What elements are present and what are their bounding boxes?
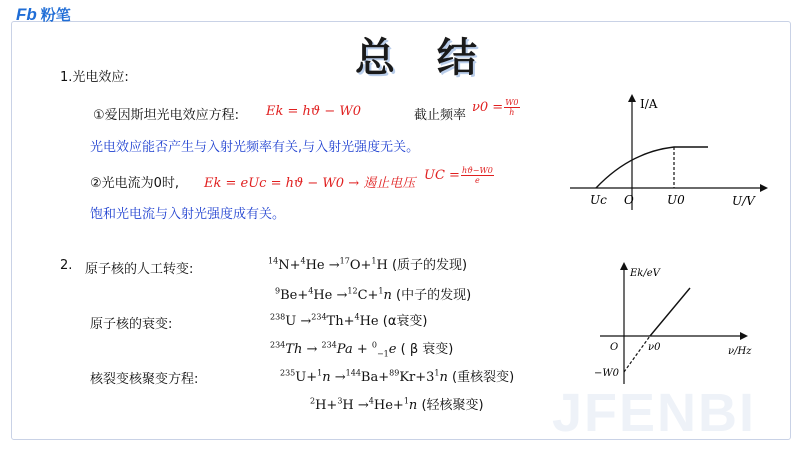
iv-graph — [570, 92, 770, 212]
ek-v0-label: ν0 — [648, 342, 661, 353]
nuclear-decay-label: 原子核的衰变: — [90, 317, 173, 332]
slide-title: 总 结 — [355, 35, 491, 81]
iv-y-arrow-icon — [628, 94, 636, 102]
reaction-beta-decay: $^{234}$Th → $^{234}$Pa + $^0_{-1}$e ( β 衰变) — [270, 340, 454, 359]
reaction1-note: (质子的发现) — [391, 258, 468, 273]
iv-u0-label: U0 — [667, 193, 685, 207]
fission-fusion-label: 核裂变核聚变方程: — [90, 372, 199, 387]
iv-uc-label: Uc — [590, 193, 607, 207]
note-frequency: 光电效应能否产生与入射光频率有关,与入射光强度无关。 — [90, 140, 420, 155]
section2-heading: 2. — [60, 258, 73, 273]
iv-y-label: I/A — [640, 97, 658, 111]
iv-x-label: U/V — [732, 194, 755, 208]
logo-text: 粉笔 — [40, 6, 71, 24]
ek-frequency-graph — [590, 258, 790, 388]
iv-origin-label: O — [624, 193, 634, 207]
reaction-fission: $^{235}U+^1n \to^{144}Ba+^{89}Kr+3^1n$ (重核裂变) — [280, 368, 515, 385]
ek-dashed-line — [624, 336, 650, 372]
cutoff-eq-denominator: h — [509, 108, 515, 117]
stopping-voltage-formula — [424, 166, 495, 185]
cutoff-eq-numerator: W0 — [505, 98, 519, 107]
reaction4-note: ( β 衰变) — [400, 342, 454, 357]
reaction5-note: (重核裂变) — [452, 370, 515, 385]
stop-eq-lhs: UC = — [424, 168, 460, 183]
einstein-equation-label: ①爱因斯坦光电效应方程: — [93, 108, 240, 123]
reaction-proton-discovery: $^{14}$N+$^4$He →$^{17}$O+$^1$H (质子的发现) — [268, 256, 468, 273]
reaction2-note: (中子的发现) — [396, 288, 472, 303]
logo-mark: Fb — [16, 4, 37, 24]
artificial-transmutation-label: 原子核的人工转变: — [85, 262, 194, 277]
cutoff-frequency-label: 截止频率 — [414, 108, 467, 123]
reaction-alpha-decay: $^{238}$U →$^{234}$Th+$^4$He (α衰变) — [270, 312, 428, 329]
section1-heading: 1.光电效应: — [60, 70, 129, 85]
ek-w0-label: −W0 — [594, 368, 620, 379]
ek-x-label: ν/Hz — [728, 346, 752, 357]
ek-y-label: Ek/eV — [630, 268, 660, 279]
einstein-equation: Ek = hϑ − W0 — [266, 104, 361, 119]
reaction-neutron-discovery: $^9$Be+$^4$He →$^{12}$C+$^1$n (中子的发现) — [275, 286, 472, 303]
stop-eq-denominator: e — [475, 176, 480, 185]
photocurrent-zero-label: ②光电流为0时, — [90, 176, 180, 191]
cutoff-frequency-equation — [472, 98, 521, 117]
note-saturation: 饱和光电流与入射光强度成有关。 — [90, 207, 286, 222]
brand-logo — [16, 4, 71, 25]
iv-x-arrow-icon — [760, 184, 768, 192]
reaction3-note: (α衰变) — [382, 314, 428, 329]
ek-x-arrow-icon — [740, 332, 748, 340]
stop-eq-numerator: hϑ−W0 — [461, 166, 493, 175]
reaction6-note: (轻核聚变) — [421, 398, 484, 413]
ek-origin-label: O — [610, 342, 619, 353]
ek-y-arrow-icon — [620, 262, 628, 270]
cutoff-eq-lhs: ν0 = — [472, 100, 504, 115]
watermark: JFENBI — [552, 383, 757, 440]
iv-curve — [596, 147, 708, 188]
stopping-voltage-equation: Ek = eUc = hϑ − W0 → 遏止电压 — [204, 176, 416, 191]
reaction-fusion: $^2$H+$^3$H →$^4$He+$^1$n (轻核聚变) — [310, 396, 484, 413]
ek-line — [650, 288, 690, 336]
